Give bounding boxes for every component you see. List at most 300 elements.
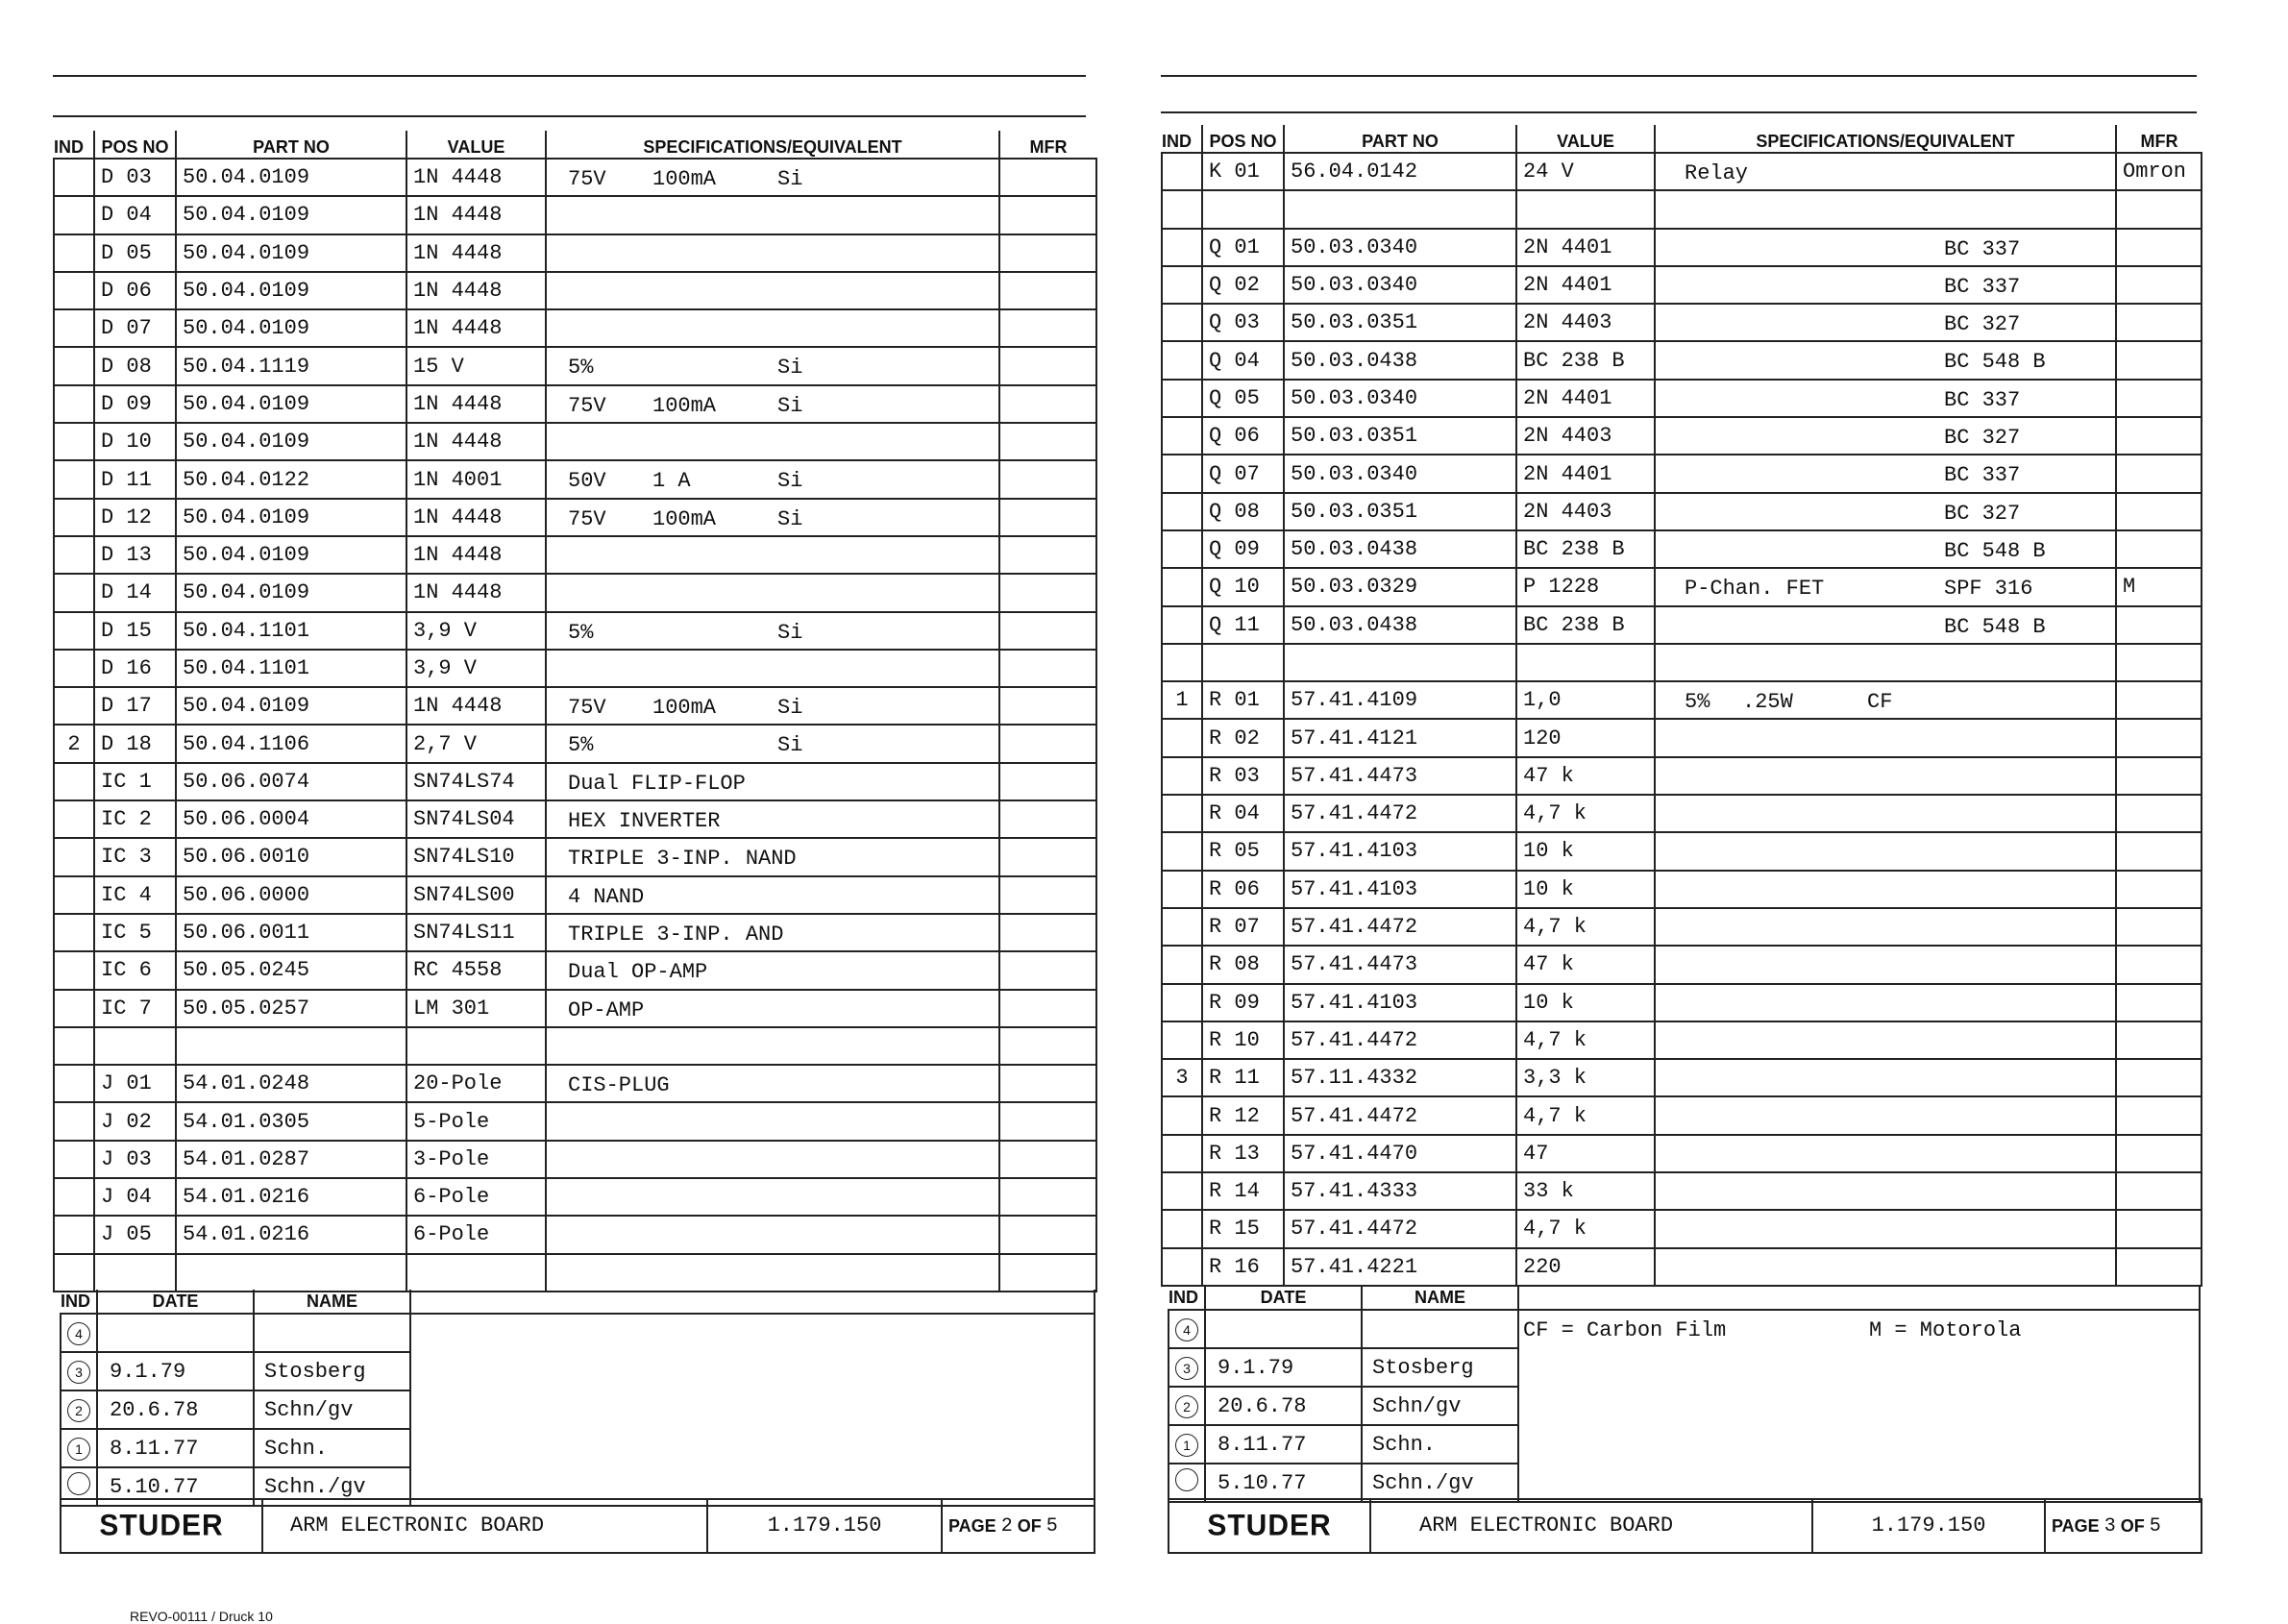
row-index-mark [54, 687, 94, 725]
header-ind: IND [1162, 125, 1202, 153]
row-specification [1655, 908, 2116, 946]
table-row [54, 574, 1096, 611]
row-index-mark [54, 1102, 94, 1140]
table-row [1162, 568, 2202, 605]
row-value: BC 238 B [1516, 606, 1655, 644]
row-mfr [999, 272, 1096, 309]
row-index-mark [1162, 493, 1202, 530]
row-specification [546, 347, 999, 384]
row-pos-no: Q 09 [1202, 530, 1284, 568]
row-value: 2N 4401 [1516, 266, 1655, 304]
history-header-ind: IND [1169, 1287, 1198, 1307]
spec-s2: .25W [1742, 690, 1793, 715]
row-part-no: 50.05.0257 [176, 990, 406, 1027]
row-mfr [999, 1216, 1096, 1253]
row-index-mark [54, 990, 94, 1027]
spec-s3: BC 337 [1944, 463, 2021, 488]
row-value: 33 k [1516, 1172, 1655, 1210]
row-part-no: 50.06.0010 [176, 838, 406, 875]
row-mfr [999, 1141, 1096, 1178]
row-value: 4,7 k [1516, 795, 1655, 832]
row-mfr [999, 876, 1096, 914]
revision-circle-icon [1175, 1468, 1198, 1491]
board-description: ARM ELECTRONIC BOARD [1371, 1500, 1813, 1552]
row-specification [1655, 153, 2116, 190]
row-mfr [2116, 1210, 2202, 1247]
left-page [53, 0, 1095, 1618]
row-part-no: 50.03.0438 [1284, 606, 1516, 644]
row-specification [546, 838, 999, 875]
history-index [1169, 1387, 1205, 1425]
table-row [1162, 832, 2202, 870]
row-index-mark [1162, 341, 1202, 379]
row-value: 6-Pole [406, 1178, 546, 1216]
row-part-no: 50.03.0340 [1284, 380, 1516, 417]
row-specification [546, 1254, 999, 1292]
table-row [1162, 795, 2202, 832]
row-part-no: 50.04.1119 [176, 347, 406, 384]
row-pos-no: D 03 [94, 159, 176, 196]
row-mfr [999, 725, 1096, 762]
revision-circle-icon: 1 [67, 1438, 90, 1461]
row-specification [1655, 719, 2116, 756]
row-specification [546, 536, 999, 574]
row-specification [1655, 795, 2116, 832]
row-value: SN74LS04 [406, 800, 546, 838]
row-part-no: 57.41.4470 [1284, 1135, 1516, 1172]
row-part-no: 57.41.4472 [1284, 1096, 1516, 1134]
history-date: 9.1.79 [97, 1352, 254, 1390]
title-block [60, 1498, 1095, 1554]
legend-note: CF = Carbon Film [1523, 1318, 1727, 1342]
table-row [54, 990, 1096, 1027]
table-row [1162, 304, 2202, 341]
row-index-mark [54, 1178, 94, 1216]
row-pos-no: J 04 [94, 1178, 176, 1216]
row-mfr [2116, 606, 2202, 644]
spec-s3: Si [777, 696, 803, 721]
row-index-mark [54, 159, 94, 196]
row-index-mark [54, 763, 94, 800]
row-part-no: 54.01.0216 [176, 1216, 406, 1253]
row-index-mark [1162, 946, 1202, 983]
print-mark: REVO-00111 / Druck 10 [130, 1609, 273, 1624]
row-part-no: 54.01.0216 [176, 1178, 406, 1216]
row-mfr [2116, 1172, 2202, 1210]
history-index [1169, 1348, 1205, 1387]
spec-s1: P-Chan. FET [1685, 577, 1825, 602]
revision-circle-icon: 3 [67, 1361, 90, 1384]
row-value: 2,7 V [406, 725, 546, 762]
row-index-mark [54, 309, 94, 347]
row-pos-no: Q 07 [1202, 455, 1284, 492]
row-part-no: 57.41.4473 [1284, 946, 1516, 983]
row-specification [1655, 832, 2116, 870]
row-value: SN74LS10 [406, 838, 546, 875]
row-part-no: 57.11.4332 [1284, 1059, 1516, 1096]
row-specification [546, 650, 999, 687]
row-mfr [999, 687, 1096, 725]
row-value: 1N 4448 [406, 385, 546, 423]
row-value: 1N 4448 [406, 272, 546, 309]
revision-circle-icon: 2 [1175, 1395, 1198, 1418]
row-value: 10 k [1516, 984, 1655, 1021]
row-mfr: Omron [2116, 153, 2202, 190]
row-part-no [1284, 190, 1516, 228]
row-part-no: 57.41.4472 [1284, 1021, 1516, 1059]
row-pos-no: J 05 [94, 1216, 176, 1253]
table-row [54, 951, 1096, 989]
row-specification [1655, 871, 2116, 908]
row-value: SN74LS11 [406, 914, 546, 951]
row-index-mark: 2 [54, 725, 94, 762]
spec-s3: BC 548 B [1944, 614, 2046, 639]
spec-s3: Si [777, 469, 803, 494]
row-specification [1655, 417, 2116, 455]
row-pos-no: R 02 [1202, 719, 1284, 756]
table-row [54, 1027, 1096, 1065]
row-specification [1655, 341, 2116, 379]
row-index-mark [1162, 606, 1202, 644]
row-part-no: 50.03.0351 [1284, 417, 1516, 455]
row-pos-no: Q 04 [1202, 341, 1284, 379]
header-ind: IND [54, 131, 94, 159]
table-row [1162, 493, 2202, 530]
spec-s1: HEX INVERTER [568, 809, 721, 834]
row-part-no: 50.06.0000 [176, 876, 406, 914]
spec-s3: BC 548 B [1944, 350, 2046, 375]
table-header [54, 131, 1096, 159]
row-pos-no: J 02 [94, 1102, 176, 1140]
header-rule [1161, 111, 2197, 113]
row-mfr [999, 1027, 1096, 1065]
spec-s3: Si [777, 356, 803, 381]
row-index-mark [1162, 908, 1202, 946]
table-row [1162, 1021, 2202, 1059]
table-row [54, 196, 1096, 234]
table-row [54, 1102, 1096, 1140]
history-date: 8.11.77 [97, 1429, 254, 1467]
notes-area [1518, 1310, 2200, 1502]
row-specification [1655, 946, 2116, 983]
row-specification [546, 272, 999, 309]
row-part-no: 50.04.0109 [176, 272, 406, 309]
row-value: P 1228 [1516, 568, 1655, 605]
row-specification [1655, 606, 2116, 644]
row-mfr [2116, 984, 2202, 1021]
row-part-no: 50.03.0340 [1284, 266, 1516, 304]
row-pos-no: D 14 [94, 574, 176, 611]
row-value [1516, 190, 1655, 228]
row-pos-no [1202, 190, 1284, 228]
row-specification [546, 725, 999, 762]
row-specification [546, 574, 999, 611]
row-part-no [1284, 644, 1516, 681]
row-index-mark [1162, 1135, 1202, 1172]
row-mfr [999, 159, 1096, 196]
history-index [61, 1390, 97, 1429]
row-pos-no: R 04 [1202, 795, 1284, 832]
row-pos-no: D 06 [94, 272, 176, 309]
row-mfr [999, 385, 1096, 423]
row-index-mark [1162, 832, 1202, 870]
spec-s3: BC 327 [1944, 426, 2021, 451]
table-row [54, 1065, 1096, 1102]
row-specification [546, 159, 999, 196]
row-part-no: 50.03.0438 [1284, 530, 1516, 568]
row-value: 2N 4401 [1516, 229, 1655, 266]
spec-s1: 5% [568, 733, 594, 758]
spec-s1: Dual FLIP-FLOP [568, 771, 746, 796]
row-index-mark [1162, 1248, 1202, 1286]
row-index-mark [54, 1216, 94, 1253]
row-part-no: 57.41.4121 [1284, 719, 1516, 756]
revision-history [60, 1290, 1095, 1507]
spec-s3: Si [777, 733, 803, 758]
row-pos-no: Q 05 [1202, 380, 1284, 417]
row-value: 3,3 k [1516, 1059, 1655, 1096]
row-pos-no: Q 02 [1202, 266, 1284, 304]
row-specification [1655, 1210, 2116, 1247]
row-specification [1655, 1096, 2116, 1134]
row-value: 3-Pole [406, 1141, 546, 1178]
row-part-no: 50.06.0011 [176, 914, 406, 951]
row-part-no: 50.03.0351 [1284, 493, 1516, 530]
history-row [1169, 1310, 2200, 1348]
history-index [1169, 1425, 1205, 1464]
row-specification [546, 990, 999, 1027]
row-mfr [2116, 644, 2202, 681]
row-pos-no: R 13 [1202, 1135, 1284, 1172]
table-row [54, 876, 1096, 914]
table-row [54, 1254, 1096, 1292]
row-index-mark [1162, 719, 1202, 756]
row-pos-no: Q 01 [1202, 229, 1284, 266]
row-pos-no: IC 1 [94, 763, 176, 800]
row-mfr [2116, 719, 2202, 756]
row-index-mark [1162, 229, 1202, 266]
row-part-no: 50.04.0122 [176, 460, 406, 498]
table-row [54, 687, 1096, 725]
row-part-no: 57.41.4103 [1284, 871, 1516, 908]
row-part-no: 50.04.0109 [176, 536, 406, 574]
row-part-no: 50.04.0109 [176, 423, 406, 460]
row-specification [1655, 644, 2116, 681]
top-rule [1161, 75, 2197, 77]
row-mfr [999, 951, 1096, 989]
row-mfr [999, 914, 1096, 951]
row-value: 4,7 k [1516, 1096, 1655, 1134]
row-part-no: 56.04.0142 [1284, 153, 1516, 190]
row-index-mark [54, 650, 94, 687]
row-specification [1655, 304, 2116, 341]
row-mfr [2116, 380, 2202, 417]
row-specification [1655, 1059, 2116, 1096]
row-pos-no: D 04 [94, 196, 176, 234]
row-mfr: M [2116, 568, 2202, 605]
spec-s1: OP-AMP [568, 997, 645, 1022]
revision-circle-icon: 4 [1175, 1318, 1198, 1341]
row-specification [546, 763, 999, 800]
row-pos-no: D 08 [94, 347, 176, 384]
row-index-mark [54, 914, 94, 951]
row-mfr [2116, 832, 2202, 870]
row-part-no: 50.04.0109 [176, 234, 406, 272]
spec-s1: 75V [568, 506, 606, 531]
history-index [1169, 1310, 1205, 1348]
row-index-mark [54, 460, 94, 498]
of-label: OF [2120, 1515, 2145, 1536]
row-pos-no: IC 2 [94, 800, 176, 838]
row-value: 24 V [1516, 153, 1655, 190]
row-index-mark [1162, 644, 1202, 681]
row-specification [546, 876, 999, 914]
spec-s1: 75V [568, 393, 606, 418]
spec-s1: 75V [568, 696, 606, 721]
page-label: PAGE [948, 1515, 996, 1536]
row-part-no: 50.05.0245 [176, 951, 406, 989]
spec-s3: BC 337 [1944, 274, 2021, 299]
table-row [54, 650, 1096, 687]
drawing-number: 1.179.150 [1813, 1500, 2046, 1552]
header-value: VALUE [1516, 125, 1655, 153]
row-specification [546, 196, 999, 234]
header-spec: SPECIFICATIONS/EQUIVALENT [546, 131, 999, 159]
row-value: 15 V [406, 347, 546, 384]
row-specification [1655, 681, 2116, 719]
row-mfr [999, 536, 1096, 574]
row-mfr [2116, 304, 2202, 341]
row-specification [546, 1102, 999, 1140]
row-value: 1N 4448 [406, 687, 546, 725]
row-part-no: 50.04.0109 [176, 499, 406, 536]
parts-list-table [1161, 125, 2202, 1287]
spec-s1: 5% [1685, 690, 1710, 715]
row-pos-no: Q 08 [1202, 493, 1284, 530]
table-row [1162, 871, 2202, 908]
row-index-mark [54, 385, 94, 423]
revision-circle-icon: 1 [1175, 1434, 1198, 1457]
row-mfr [999, 1178, 1096, 1216]
row-index-mark [1162, 871, 1202, 908]
spec-s3: BC 337 [1944, 236, 2021, 261]
row-index-mark [1162, 455, 1202, 492]
row-pos-no: IC 4 [94, 876, 176, 914]
row-specification [546, 951, 999, 989]
row-value: 1N 4448 [406, 234, 546, 272]
spec-s3: Si [777, 620, 803, 645]
row-part-no: 50.04.1101 [176, 612, 406, 650]
row-specification [546, 800, 999, 838]
row-part-no: 50.03.0351 [1284, 304, 1516, 341]
history-header-date: DATE [97, 1290, 254, 1314]
history-date: 5.10.77 [97, 1467, 254, 1506]
row-pos-no: R 10 [1202, 1021, 1284, 1059]
row-value: 120 [1516, 719, 1655, 756]
table-row [54, 1178, 1096, 1216]
row-value: 1N 4448 [406, 499, 546, 536]
row-value: 47 k [1516, 946, 1655, 983]
row-value: 2N 4401 [1516, 455, 1655, 492]
row-specification [1655, 568, 2116, 605]
row-part-no: 54.01.0287 [176, 1141, 406, 1178]
history-date: 20.6.78 [1205, 1387, 1362, 1425]
row-pos-no: R 05 [1202, 832, 1284, 870]
page-number [943, 1500, 1094, 1552]
row-index-mark [1162, 568, 1202, 605]
row-pos-no: Q 03 [1202, 304, 1284, 341]
row-mfr [999, 196, 1096, 234]
row-mfr [999, 650, 1096, 687]
row-part-no: 54.01.0248 [176, 1065, 406, 1102]
row-part-no: 57.41.4473 [1284, 757, 1516, 795]
table-row [54, 347, 1096, 384]
row-value: 1,0 [1516, 681, 1655, 719]
history-date: 20.6.78 [97, 1390, 254, 1429]
row-index-mark [54, 1254, 94, 1292]
row-part-no: 54.01.0305 [176, 1102, 406, 1140]
row-mfr [2116, 681, 2202, 719]
table-row [54, 1216, 1096, 1253]
table-row [1162, 153, 2202, 190]
row-specification [546, 385, 999, 423]
row-part-no: 50.04.0109 [176, 574, 406, 611]
table-row [54, 914, 1096, 951]
table-row [54, 838, 1096, 875]
row-part-no: 50.03.0329 [1284, 568, 1516, 605]
row-mfr [2116, 229, 2202, 266]
row-value: 2N 4401 [1516, 380, 1655, 417]
row-specification [1655, 1248, 2116, 1286]
parts-list-table [53, 131, 1097, 1292]
row-pos-no: D 17 [94, 687, 176, 725]
row-mfr [999, 800, 1096, 838]
row-part-no: 50.03.0438 [1284, 341, 1516, 379]
row-specification [546, 1065, 999, 1102]
row-mfr [2116, 908, 2202, 946]
board-description: ARM ELECTRONIC BOARD [263, 1500, 708, 1552]
row-value: 4,7 k [1516, 908, 1655, 946]
row-index-mark [1162, 153, 1202, 190]
table-row [1162, 681, 2202, 719]
row-pos-no: D 10 [94, 423, 176, 460]
spec-s1: Dual OP-AMP [568, 960, 708, 985]
row-pos-no: J 03 [94, 1141, 176, 1178]
row-specification [546, 1141, 999, 1178]
row-index-mark [54, 234, 94, 272]
row-value: 4,7 k [1516, 1021, 1655, 1059]
spec-s3: Si [777, 506, 803, 531]
row-specification [1655, 493, 2116, 530]
row-value: 10 k [1516, 832, 1655, 870]
row-index-mark [1162, 190, 1202, 228]
page-current: 2 [1000, 1514, 1013, 1538]
of-label: OF [1017, 1515, 1042, 1536]
table-row [1162, 908, 2202, 946]
row-mfr [999, 1102, 1096, 1140]
row-mfr [2116, 1096, 2202, 1134]
history-index [61, 1314, 97, 1352]
row-specification [1655, 266, 2116, 304]
spec-s2: 100mA [652, 167, 717, 191]
table-row [1162, 341, 2202, 379]
table-row [54, 423, 1096, 460]
row-pos-no: R 11 [1202, 1059, 1284, 1096]
revision-history [1168, 1286, 2201, 1503]
right-page [1161, 0, 2203, 1618]
row-index-mark [1162, 1210, 1202, 1247]
spec-s3: BC 337 [1944, 387, 2021, 412]
